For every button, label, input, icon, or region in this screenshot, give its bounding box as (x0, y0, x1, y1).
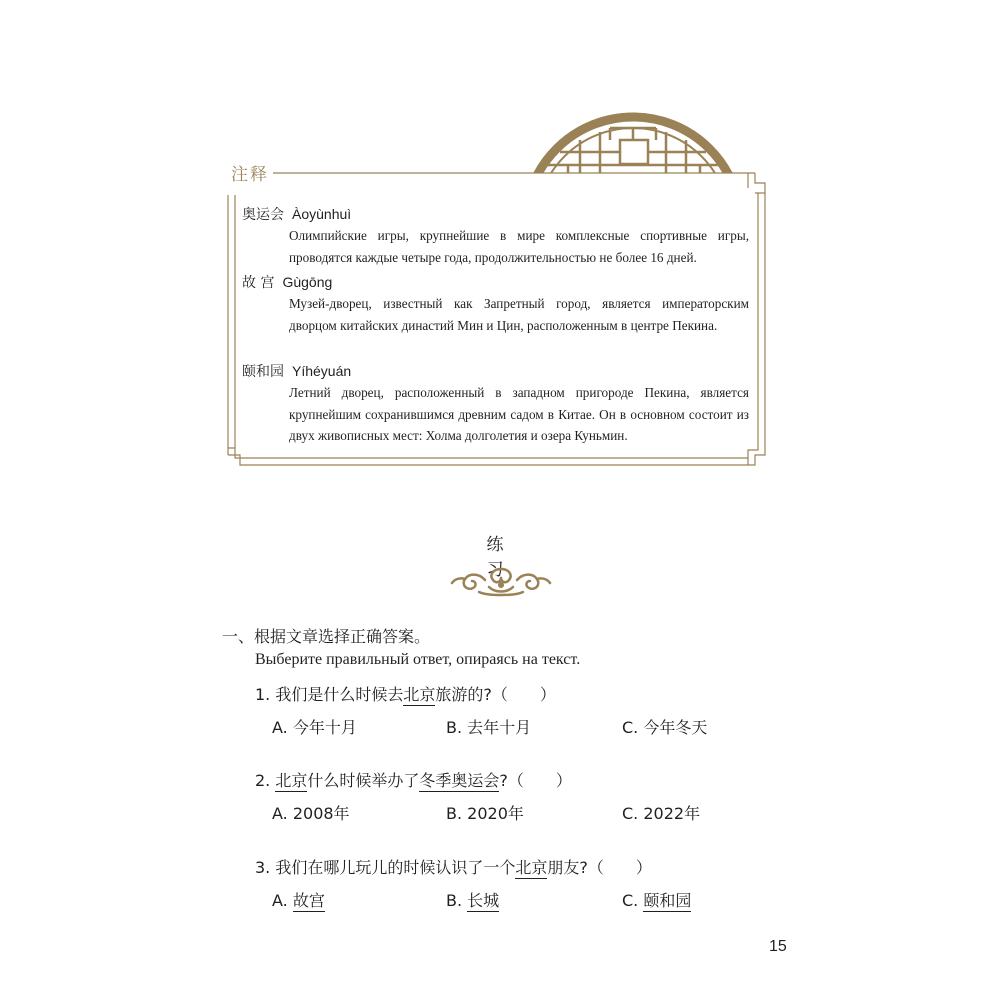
note-term-olympics (242, 204, 351, 224)
option-letter: C. (622, 891, 639, 910)
underlined-term: 北京 (403, 685, 436, 704)
question-3 (255, 855, 652, 878)
question-number: 3. (255, 858, 271, 877)
question-text: 旅游的?（ ） (435, 685, 556, 704)
option-text: 长城 (467, 891, 500, 910)
exercises-title: 练 习 (486, 535, 514, 580)
question-2 (255, 768, 572, 791)
note-term-yiheyuan (242, 361, 351, 381)
option-a[interactable]: A. 今年十月 (272, 718, 357, 737)
option-letter: A. (272, 891, 288, 910)
option-letter: B. (446, 891, 463, 910)
note-definition: Олимпийские игры, крупнейшие в мире комплексные спортивные игры, проводятся каждые четыре года, продолжительностью не более 16 дней. (289, 228, 749, 265)
task-instruction-ru: Выберите правильный ответ, опираясь на текст. (255, 651, 581, 668)
option-b[interactable]: B. 去年十月 (446, 718, 532, 737)
underlined-term: 北京 (515, 858, 548, 877)
note-term-pinyin: Gùgōng (282, 274, 333, 290)
note-term-pinyin: Àoyùnhuì (292, 206, 352, 222)
question-1 (255, 682, 556, 705)
notes-heading: 注释 (231, 165, 269, 185)
option-a[interactable]: A. 2008年 (272, 804, 350, 823)
option-c[interactable]: C. 2022年 (622, 804, 701, 823)
note-definition: Летний дворец, расположенный в западном пригороде Пекина, является крупнейшим сохранившимся древним садом в Китае. Он в основном состоит из двух живописных мест: Холма долголетия и озера Куньмин. (289, 385, 749, 443)
cloud-ornament-icon (449, 563, 553, 597)
question-text: 什么时候举办了 (307, 771, 420, 790)
option-b[interactable] (446, 888, 499, 911)
question-text: ?（ ） (499, 771, 572, 790)
option-b[interactable]: B. 2020年 (446, 804, 524, 823)
underlined-term: 冬季奥运会 (419, 771, 500, 790)
option-c[interactable]: C. 今年冬天 (622, 718, 708, 737)
question-text: 我们是什么时候去 (275, 685, 404, 704)
page-number: 15 (769, 938, 787, 955)
note-definition: Музей-дворец, известный как Запретный город, является императорским дворцом китайских династий Мин и Цин, расположенным в центре Пекина. (289, 296, 749, 333)
note-term-hanzi: 故 宫 (242, 275, 275, 291)
question-text: 我们在哪儿玩儿的时候认识了一个 (275, 858, 516, 877)
question-text: 朋友?（ ） (547, 858, 652, 877)
question-number: 2. (255, 771, 271, 790)
option-a[interactable] (272, 888, 325, 911)
option-c[interactable] (622, 888, 691, 911)
question-number: 1. (255, 685, 271, 704)
option-text: 颐和园 (643, 891, 692, 910)
task-instruction-zh: 一、根据文章选择正确答案。 (222, 627, 431, 646)
option-text: 故宫 (292, 891, 325, 910)
note-term-gugong (242, 272, 332, 292)
note-term-hanzi: 颐和园 (242, 364, 284, 380)
underlined-term: 北京 (275, 771, 308, 790)
note-term-pinyin: Yíhéyuán (292, 363, 352, 379)
note-term-hanzi: 奥运会 (242, 207, 284, 223)
